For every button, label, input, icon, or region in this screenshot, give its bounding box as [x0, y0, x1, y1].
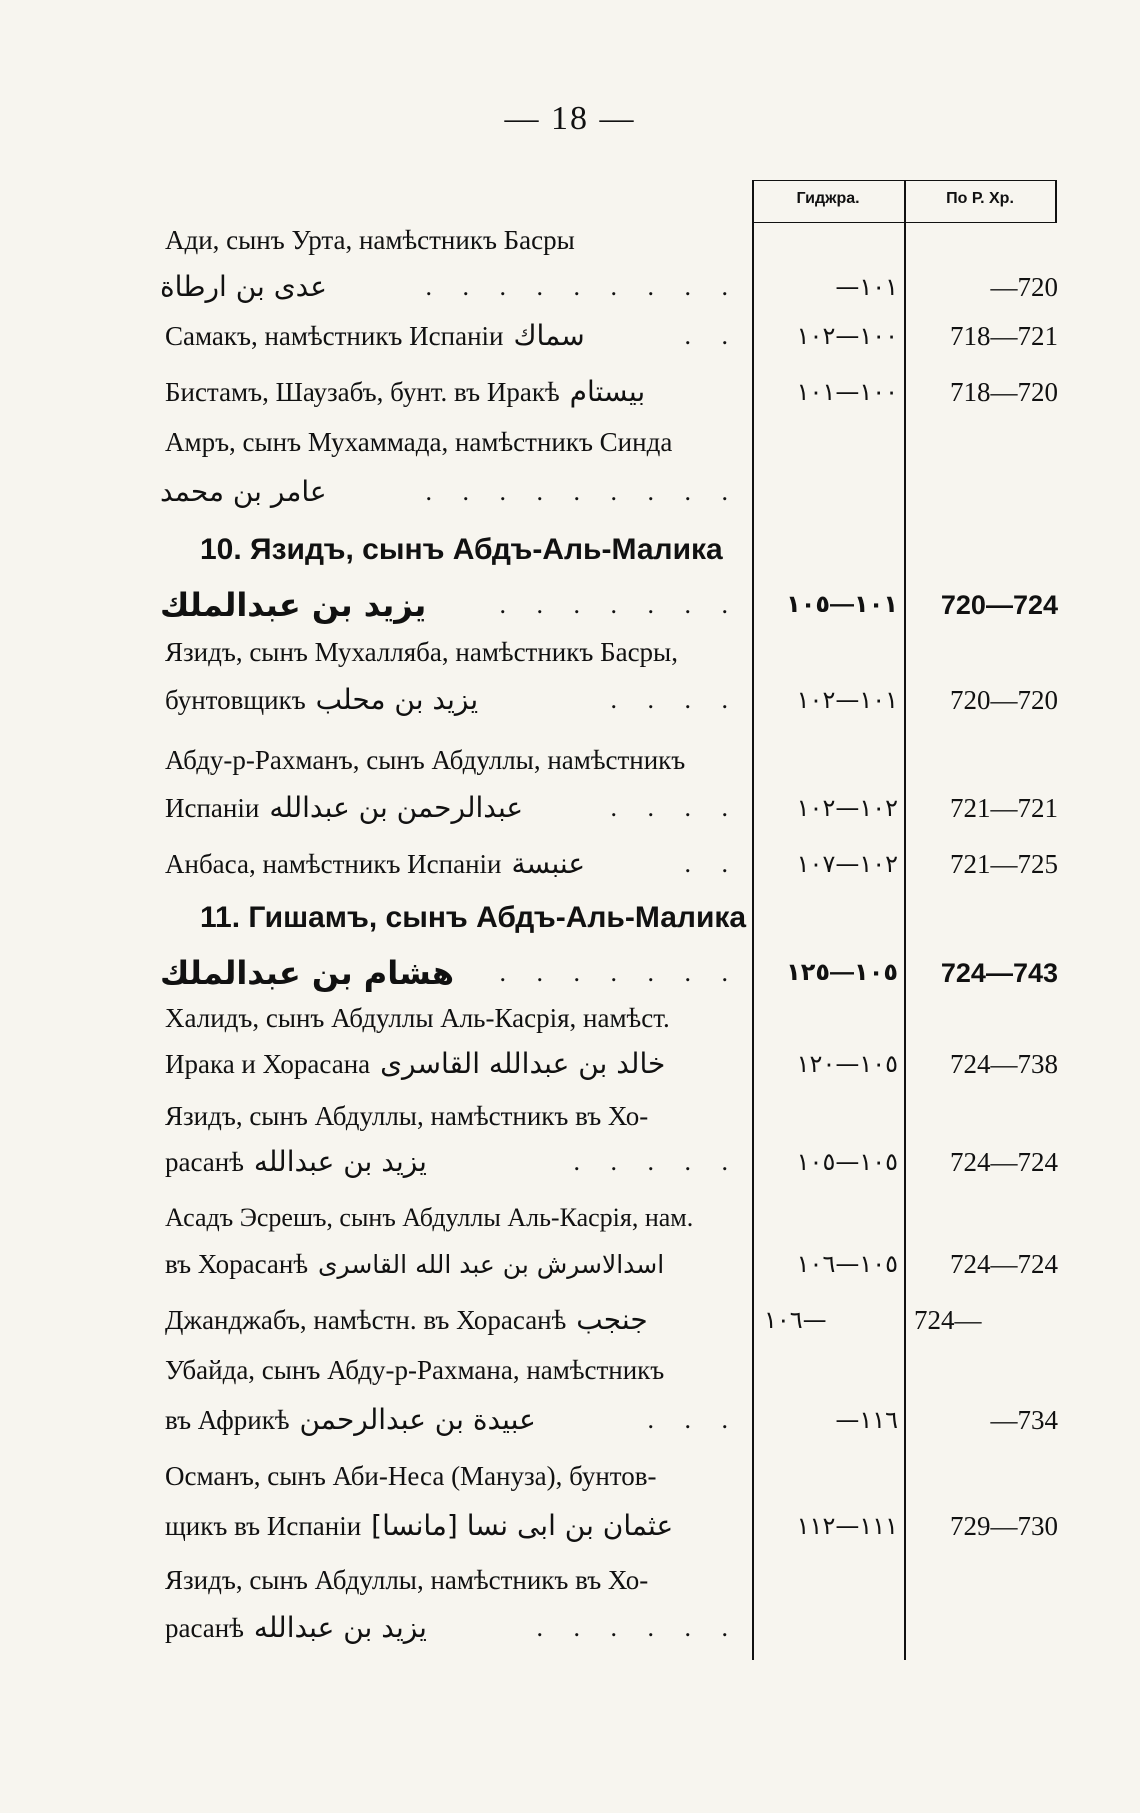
arabic-name: يزيد بن عبدالله [253, 1611, 427, 1644]
entry-arabic-line [160, 474, 327, 510]
entry-text: Асадъ Эсрешъ, сынъ Абдуллы Аль-Касрія, нам. [165, 1203, 694, 1232]
entry-label: Бистамъ, Шаузабъ, бунт. въ Иракѣ [165, 377, 560, 407]
leader-dots: . . . . . . . [499, 590, 740, 619]
arabic-name: هشام بن عبدالملك [160, 954, 455, 992]
hijra-column-header: Гиджра. [796, 190, 860, 207]
arabic-name: عنبسة [511, 847, 586, 880]
entry-text: Язидъ, сынъ Абдуллы, намѣстникъ въ Хо- [165, 1565, 649, 1595]
ad-years: 724—743 [940, 958, 1058, 988]
arabic-name: عامر بن محمد [160, 475, 327, 508]
entry-arabic-line [160, 955, 454, 993]
leader-dots: . . . [647, 1405, 740, 1434]
leader-dots: . . . . . . . . . [425, 272, 740, 301]
ad-years: 724— [914, 1305, 982, 1335]
entry-text [165, 682, 478, 718]
ad-years: 718—720 [950, 377, 1058, 407]
hijra-years: ١٠٠—١٠١ [796, 378, 898, 406]
arabic-name: عبدالرحمن بن عبدالله [269, 791, 524, 824]
ad-column-header: По Р. Хр. [946, 190, 1014, 207]
ad-years: 718—721 [950, 321, 1058, 351]
entry-label: бунтовщикъ [165, 685, 306, 715]
entry-arabic-line [160, 587, 426, 625]
leader-dots: . . . . . . . . . [425, 477, 740, 506]
leader-dots: . . . . [610, 685, 740, 714]
entry-text: Османъ, сынъ Аби-Неса (Мануза), бунтов- [165, 1461, 657, 1491]
arabic-name: يزيد بن محلب [315, 683, 479, 716]
entry-label: расанѣ [165, 1613, 244, 1643]
hijra-years: ١١١—١١٢ [796, 1512, 898, 1540]
hijra-years: ١٠٢—١٠٢ [796, 794, 898, 822]
entry-text: Абду-р-Рахманъ, сынъ Абдуллы, намѣстникъ [165, 745, 686, 775]
ad-years: 720—720 [950, 685, 1058, 715]
entry-label: щикъ въ Испаніи [165, 1511, 362, 1541]
entry-arabic-line [160, 269, 327, 305]
page-number: — 18 — [504, 100, 636, 137]
hijra-years: ١٠٦— [764, 1306, 827, 1334]
reign-heading: 11. Гишамъ, сынъ Абдъ-Аль-Малика [200, 901, 747, 934]
entry-label: въ Хорасанѣ [165, 1249, 308, 1279]
arabic-name: يزيد بن عبدالملك [160, 586, 427, 624]
entry-text [165, 790, 523, 826]
arabic-name: عدى بن ارطاة [160, 270, 328, 303]
leader-dots: . . . . . . . [499, 958, 740, 987]
ad-years: —720 [990, 272, 1058, 302]
arabic-name: سماك [513, 319, 585, 352]
hijra-years: ١٠٥—١٢٠ [796, 1050, 898, 1078]
ad-years: 721—725 [950, 849, 1058, 879]
leader-dots: . . . . . . [536, 1613, 740, 1642]
ad-years: 724—738 [950, 1049, 1058, 1079]
leader-dots: . . . . . [573, 1147, 740, 1176]
entry-text [165, 1144, 427, 1180]
arabic-name: عبيدة بن عبدالرحمن [299, 1403, 536, 1436]
hijra-years: —١١٦ [835, 1406, 898, 1434]
ad-years: 720—724 [940, 590, 1058, 620]
entry-label: Ирака и Хорасана [165, 1049, 371, 1079]
entry-text [165, 1302, 648, 1338]
ad-years: 724—724 [950, 1147, 1058, 1177]
ad-years: 729—730 [950, 1511, 1058, 1541]
entry-text [165, 1402, 536, 1438]
leader-dots: . . . . [610, 793, 740, 822]
hijra-years: ١٠٥—١٠٦ [796, 1250, 898, 1278]
hijra-years: ١٠٥—١٢٥ [786, 959, 898, 986]
entry-text [165, 1610, 427, 1646]
arabic-name: يزيد بن عبدالله [253, 1145, 427, 1178]
entry-text [165, 846, 585, 882]
reign-heading: 10. Язидъ, сынъ Абдъ-Аль-Малика [200, 533, 723, 566]
hijra-years: —١٠١ [835, 273, 898, 301]
entry-label: Джанджабъ, намѣстн. въ Хорасанѣ [165, 1305, 567, 1335]
arabic-name: بيستام [569, 375, 646, 408]
hijra-years: ١٠٠—١٠٢ [796, 322, 898, 350]
entry-text: Халидъ, сынъ Абдуллы Аль-Касрія, намѣст. [165, 1003, 670, 1033]
entry-label: Испаніи [165, 793, 260, 823]
entry-label: въ Африкѣ [165, 1405, 290, 1435]
entry-text: Язидъ, сынъ Абдуллы, намѣстникъ въ Хо- [165, 1101, 649, 1131]
entry-label: расанѣ [165, 1147, 244, 1177]
entry-text: Ади, сынъ Урта, намѣстникъ Басры [165, 225, 575, 255]
entry-text [165, 1046, 665, 1082]
hijra-years: ١٠٥—١٠٥ [796, 1148, 898, 1176]
entry-text [165, 1508, 673, 1544]
ad-years: —734 [990, 1405, 1058, 1435]
arabic-name: عثمان بن ابى نسا [مانسا] [371, 1509, 674, 1542]
entry-text [165, 318, 585, 354]
entry-label: Самакъ, намѣстникъ Испаніи [165, 321, 504, 351]
leader-dots: . . [684, 321, 740, 350]
entry-text: Убайда, сынъ Абду-р-Рахмана, намѣстникъ [165, 1355, 665, 1385]
hijra-years: ١٠١—١٠٥ [786, 591, 898, 618]
leader-dots: . . [684, 849, 740, 878]
ad-years: 724—724 [950, 1249, 1058, 1279]
entry-text [165, 1246, 664, 1283]
entry-text: Амръ, сынъ Мухаммада, намѣстникъ Синда [165, 427, 673, 457]
hijra-years: ١٠٢—١٠٧ [796, 850, 898, 878]
hijra-years: ١٠١—١٠٢ [796, 686, 898, 714]
arabic-name: جنجب [576, 1303, 648, 1336]
arabic-name: خالد بن عبدالله القاسرى [380, 1047, 666, 1080]
ad-years: 721—721 [950, 793, 1058, 823]
entry-text [165, 374, 645, 410]
entry-label: Анбаса, намѣстникъ Испаніи [165, 849, 502, 879]
arabic-name: اسدالاسرش بن عبد الله القاسرى [317, 1250, 665, 1279]
entry-text: Язидъ, сынъ Мухалляба, намѣстникъ Басры, [165, 637, 678, 667]
